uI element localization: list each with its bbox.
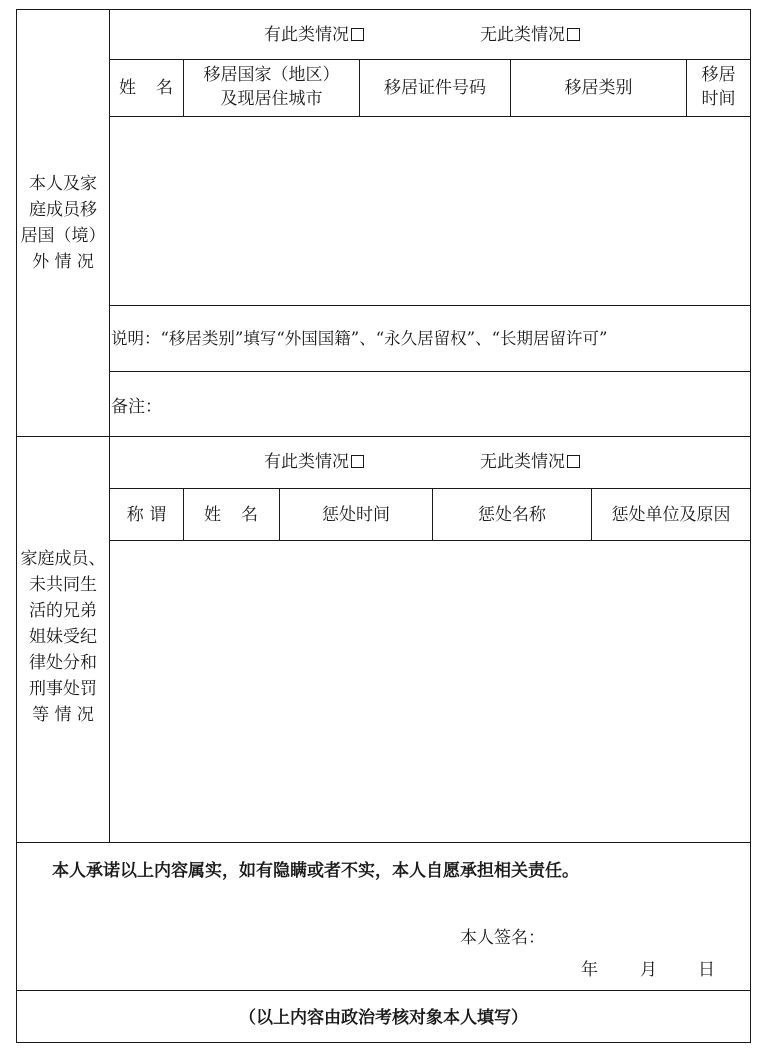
- s1-rule-1: [109, 59, 751, 60]
- s2-no-case-option[interactable]: [480, 450, 580, 474]
- s1-category-note: 说明：“移居类别”填写“外国国籍”、“永久居留权”、“长期居留许可”: [111, 329, 608, 348]
- border-bottom: [16, 1042, 751, 1043]
- border-top: [16, 9, 751, 10]
- s1-no-case-checkbox[interactable]: [567, 28, 580, 41]
- declaration-form: [16, 9, 751, 1043]
- section2-label-line: 刑事处罚: [29, 679, 97, 699]
- section2-label-line: 家庭成员、: [20, 549, 106, 569]
- s1-header-name: [119, 76, 173, 100]
- s2-header-name: [204, 503, 258, 527]
- s1-remark-label: 备注：: [111, 397, 162, 417]
- date-day-label: 日: [698, 960, 715, 980]
- date-month-label: 月: [640, 960, 657, 980]
- s1-entry-area[interactable]: [110, 117, 750, 305]
- s1-has-case-checkbox[interactable]: [351, 28, 364, 41]
- s1-header-country: [184, 63, 359, 111]
- section2-label-line: 未共同生: [29, 575, 97, 595]
- section-divider-2: [16, 842, 751, 843]
- signature-label: 本人签名：: [460, 928, 545, 948]
- s2-col-1: [183, 488, 184, 541]
- s2-no-case-label: 无此类情况: [480, 452, 565, 472]
- s1-no-case-option[interactable]: [480, 23, 580, 47]
- s1-header-name-a: 姓: [119, 78, 136, 98]
- s2-has-case-checkbox[interactable]: [351, 455, 364, 468]
- s1-header-category: 移居类别: [564, 78, 633, 98]
- border-right: [750, 9, 751, 1043]
- s2-entry-area[interactable]: [110, 541, 750, 842]
- s2-no-case-checkbox[interactable]: [567, 455, 580, 468]
- s2-has-case-label: 有此类情况: [264, 452, 349, 472]
- s2-header-unit-reason: 惩处单位及原因: [611, 505, 731, 525]
- s1-no-case-label: 无此类情况: [480, 25, 565, 45]
- s1-header-name-b: 名: [156, 78, 173, 98]
- signature-field[interactable]: [546, 921, 736, 951]
- section-divider-3: [16, 990, 751, 991]
- section1-label-line: 本人及家: [29, 174, 97, 194]
- s1-header-time-line1: 移居: [701, 65, 736, 85]
- section2-label: [16, 546, 110, 728]
- s1-remark-field[interactable]: [156, 373, 750, 435]
- s2-header-punish-time: 惩处时间: [322, 505, 390, 525]
- s1-header-time: [687, 63, 750, 111]
- s2-header-punish-name: 惩处名称: [478, 505, 546, 525]
- section2-label-line: 等 情 况: [32, 705, 94, 725]
- section1-label-line: 居国（境）: [20, 226, 106, 246]
- s2-header-name-b: 名: [241, 505, 258, 525]
- date-year-label: 年: [581, 960, 598, 980]
- s1-rule-3: [109, 305, 751, 306]
- s2-header-relation: 称 谓: [126, 505, 167, 525]
- s1-has-case-option[interactable]: [264, 23, 364, 47]
- s1-header-country-line1: 移居国家（地区）: [203, 65, 340, 85]
- s1-header-country-line2: 及现居住城市: [220, 89, 323, 109]
- section2-label-line: 律处分和: [29, 653, 97, 673]
- section2-label-line: 活的兄弟: [29, 601, 97, 621]
- footer-note: （以上内容由政治考核对象本人填写）: [239, 1008, 528, 1028]
- border-left: [16, 9, 17, 1043]
- s1-has-case-label: 有此类情况: [264, 25, 349, 45]
- s1-rule-4: [109, 371, 751, 372]
- s2-has-case-option[interactable]: [264, 450, 364, 474]
- s2-header-name-a: 姓: [204, 505, 221, 525]
- section2-label-line: 姐妹受纪: [29, 627, 97, 647]
- section1-label-line: 外 情 况: [32, 252, 94, 272]
- pledge-statement: 本人承诺以上内容属实，如有隐瞒或者不实，本人自愿承担相关责任。: [52, 861, 579, 881]
- section1-label: [16, 171, 110, 275]
- s2-rule-1: [109, 488, 751, 489]
- section-divider-1: [16, 436, 751, 437]
- section1-label-line: 庭成员移: [29, 200, 97, 220]
- s1-header-cert-number: 移居证件号码: [384, 78, 486, 98]
- s1-header-time-line2: 时间: [701, 89, 736, 109]
